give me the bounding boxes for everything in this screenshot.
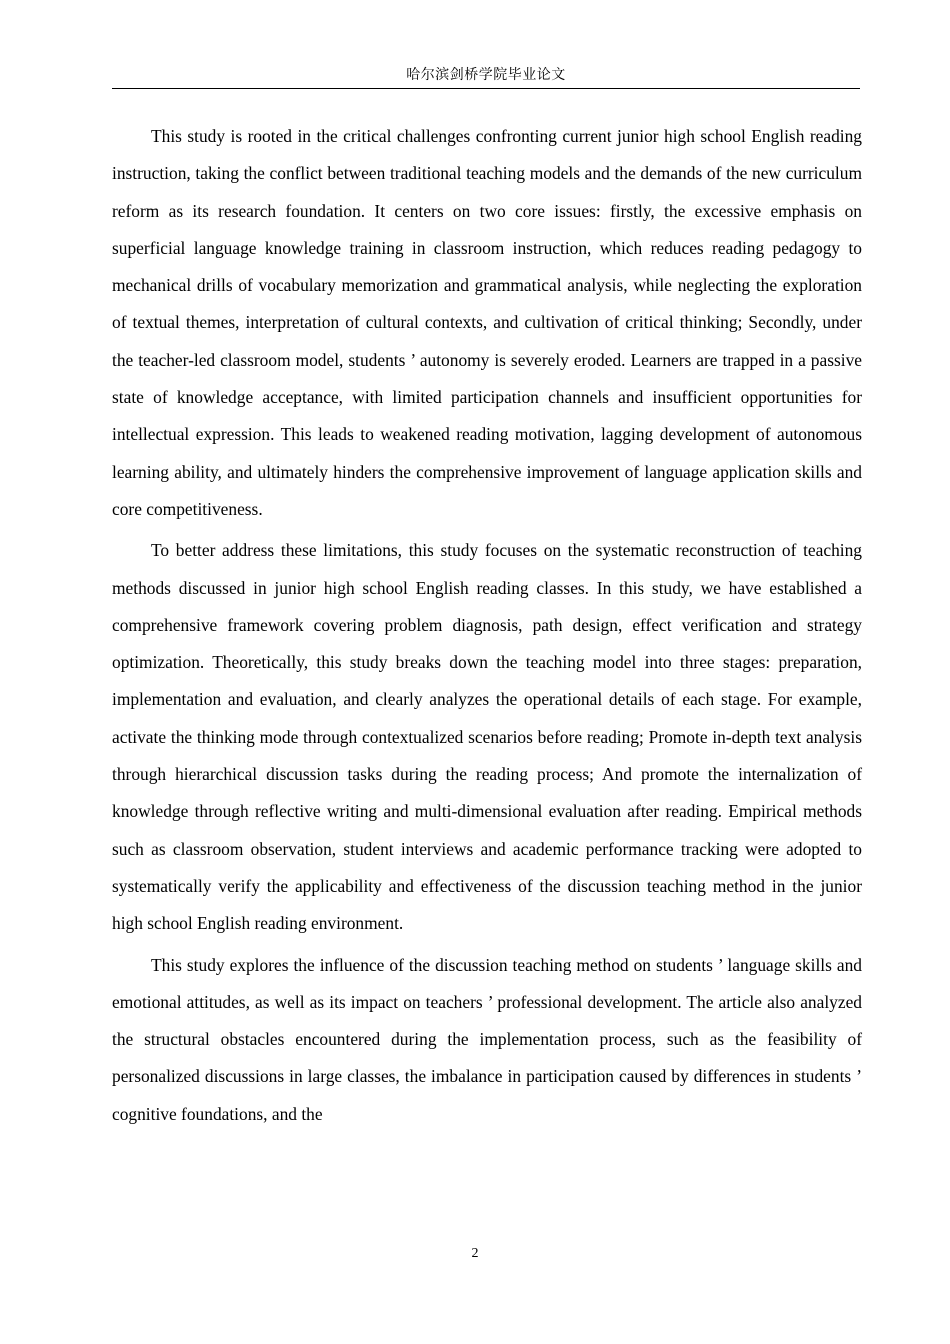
document-body [112, 118, 862, 1137]
page-header [112, 62, 860, 89]
paragraph-2: To better address these limitations, this study focuses on the systematic reconstruction of teaching methods discussed in junior high school English reading classes. In this study, we have established a comprehensive framework covering problem diagnosis, path design, effect verification and strategy optimization. Theoretically, this study breaks down the teaching model into three stages: preparation, implementation and evaluation, and clearly analyzes the operational details of each stage. For example, activate the thinking mode through contextualized scenarios before reading; Promote in-depth text analysis through hierarchical discussion tasks during the reading process; And promote the internalization of knowledge through reflective writing and multi-dimensional evaluation after reading. Empirical methods such as classroom observation, student interviews and academic performance tracking were adopted to systematically verify the applicability and effectiveness of the discussion teaching method in the junior high school English reading environment. [112, 540, 862, 934]
header-title: 哈尔滨剑桥学院毕业论文 [406, 67, 566, 83]
paragraph-1: This study is rooted in the critical challenges confronting current junior high school English reading instruction, taking the conflict between traditional teaching models and the demands of the new curriculum reform as its research foundation. It centers on two core issues: firstly, the excessive emphasis on superficial language knowledge training in classroom instruction, which reduces reading pedagogy to mechanical drills of vocabulary memorization and grammatical analysis, while neglecting the exploration of textual themes, interpretation of cultural contexts, and cultivation of critical thinking; Secondly, under the teacher-led classroom model, students ’ autonomy is severely eroded. Learners are trapped in a passive state of knowledge acceptance, with limited participation channels and insufficient opportunities for intellectual expression. This leads to weakened reading motivation, lagging development of autonomous learning ability, and ultimately hinders the comprehensive improvement of language application skills and core competitiveness. [112, 126, 862, 519]
page-number: 2 [471, 1246, 479, 1261]
paragraph-3: This study explores the influence of the discussion teaching method on students ’ language skills and emotional attitudes, as well as its impact on teachers ’ professional development. The article also analyzed the structural obstacles encountered during the implementation process, such as the feasibility of personalized discussions in large classes, the imbalance in participation caused by differences in students ’ cognitive foundations, and the [112, 954, 862, 1124]
